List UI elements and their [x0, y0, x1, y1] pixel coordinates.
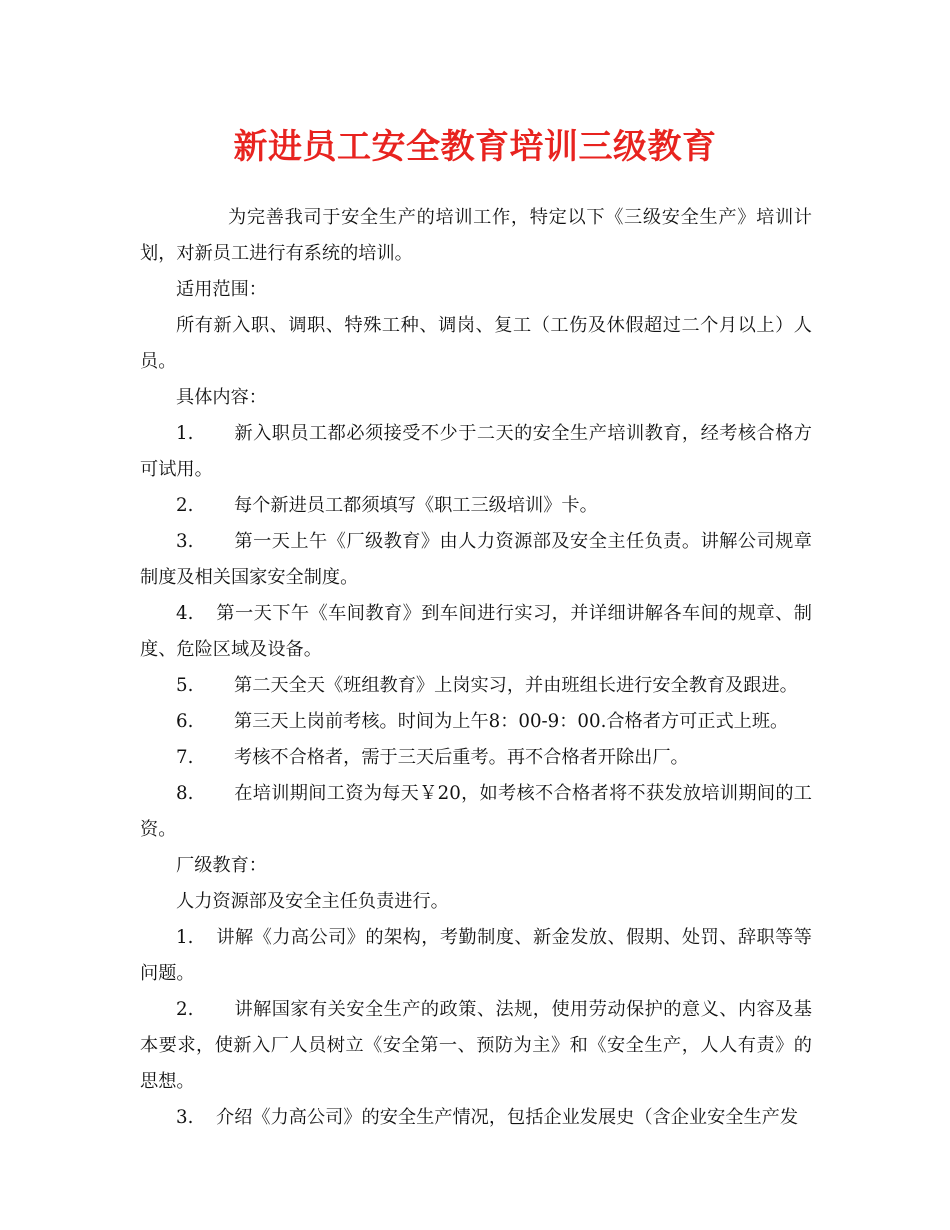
item-number: 4. [176, 603, 194, 624]
item-text: 每个新进员工都须填写《职工三级培训》卡。 [234, 495, 598, 516]
content-item [140, 596, 812, 668]
content-item [140, 704, 812, 740]
item-number: 2. [176, 495, 194, 516]
content-item [140, 524, 812, 596]
item-number: 6. [176, 711, 194, 732]
factory-paragraph: 人力资源部及安全主任负责进行。 [176, 891, 449, 912]
item-number: 1. [176, 927, 194, 948]
factory-item [140, 1100, 812, 1136]
item-number: 2. [176, 999, 194, 1020]
item-text: 第二天全天《班组教育》上岗实习，并由班组长进行安全教育及跟进。 [234, 675, 798, 696]
item-text: 第一天上午《厂级教育》由人力资源部及安全主任负责。讲解公司规章制度及相关国家安全制度。 [140, 531, 812, 588]
item-text: 讲解国家有关安全生产的政策、法规，使用劳动保护的意义、内容及基本要求，使新入厂人员树立《安全第一、预防为主》和《安全生产，人人有责》的思想。 [140, 999, 812, 1092]
item-number: 1. [176, 423, 194, 444]
factory-item [140, 992, 812, 1100]
factory-heading: 厂级教育： [176, 855, 267, 876]
content-item [140, 740, 812, 776]
item-text: 第三天上岗前考核。时间为上午8：00-9：00.合格者方可正式上班。 [234, 711, 789, 732]
content-item [140, 488, 812, 524]
document-body [140, 200, 812, 1136]
item-number: 5. [176, 675, 194, 696]
item-number: 3. [176, 531, 194, 552]
scope-heading: 适用范围： [176, 279, 267, 300]
item-number: 8. [176, 783, 194, 804]
factory-item [140, 920, 812, 992]
intro-paragraph: 为完善我司于安全生产的培训工作，特定以下《三级安全生产》培训计划，对新员工进行有系统的培训。 [140, 207, 812, 264]
content-item [140, 668, 812, 704]
content-item [140, 776, 812, 848]
content-heading: 具体内容： [176, 387, 267, 408]
item-number: 7. [176, 747, 194, 768]
item-text: 第一天下午《车间教育》到车间进行实习，并详细讲解各车间的规章、制度、危险区域及设备。 [140, 603, 812, 660]
scope-paragraph: 所有新入职、调职、特殊工种、调岗、复工（工伤及休假超过二个月以上）人员。 [140, 315, 812, 372]
item-text: 在培训期间工资为每天￥20，如考核不合格者将不获发放培训期间的工资。 [140, 783, 812, 840]
item-text: 新入职员工都必须接受不少于二天的安全生产培训教育，经考核合格方可试用。 [140, 423, 812, 480]
item-text: 介绍《力高公司》的安全生产情况，包括企业发展史（含企业安全生产发 [216, 1107, 799, 1128]
item-text: 考核不合格者，需于三天后重考。再不合格者开除出厂。 [234, 747, 689, 768]
item-text: 讲解《力高公司》的架构，考勤制度、新金发放、假期、处罚、辞职等等问题。 [140, 927, 812, 984]
document-title: 新进员工安全教育培训三级教育 [233, 127, 717, 167]
item-number: 3. [176, 1107, 194, 1128]
content-item [140, 416, 812, 488]
